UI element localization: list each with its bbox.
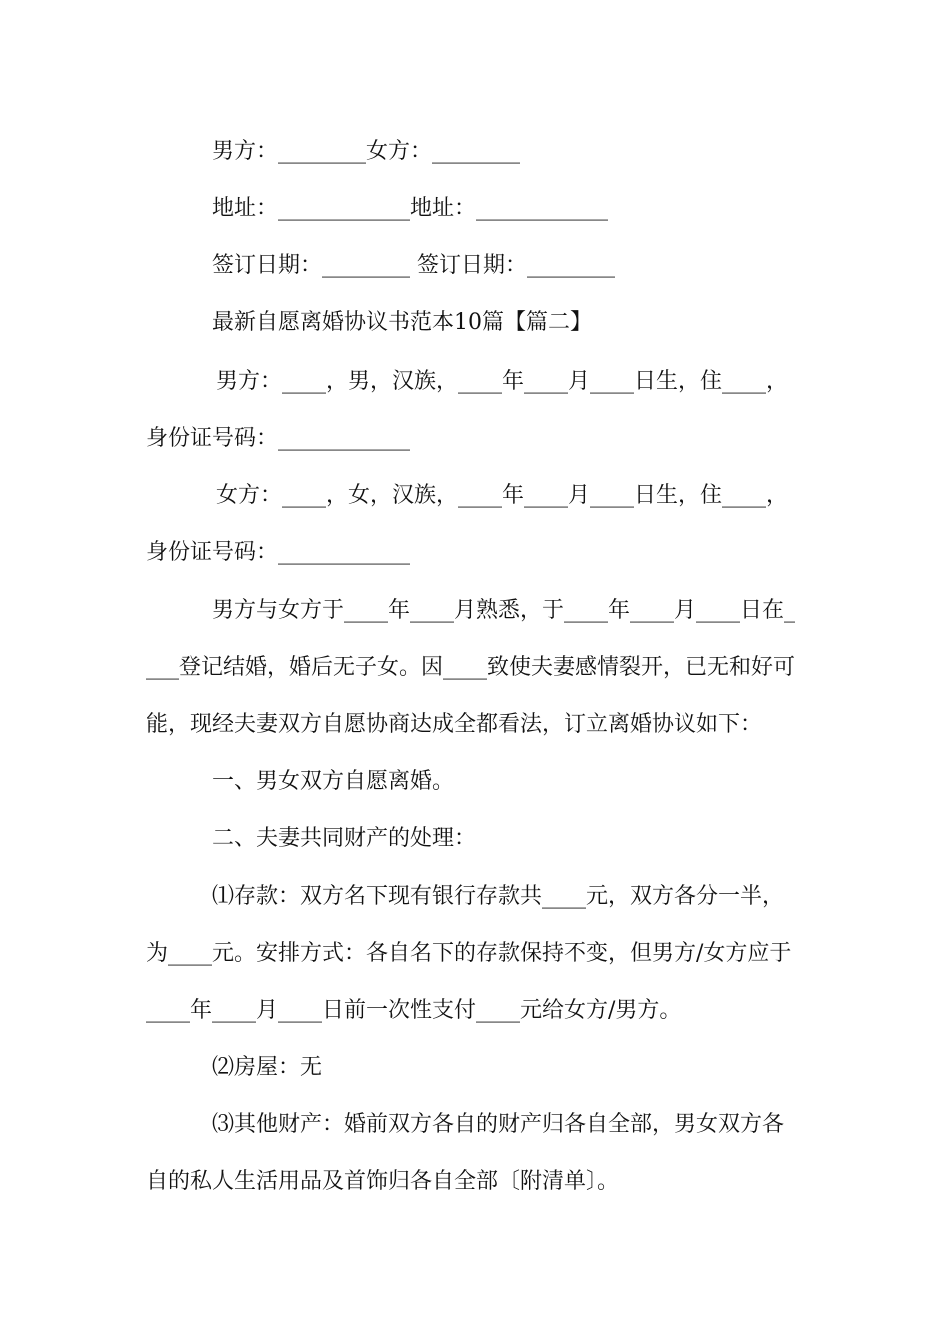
clause-other-property-line: ⑶其他财产：婚前双方各自的财产归各自全部，男女双方各 [212, 1112, 785, 1137]
female-party-line: 女方：____，女，汉族，____年____月____日生，住____， [216, 483, 789, 508]
paragraph-line: 男方与女方于____年____月熟悉，于____年____月____日在_ [212, 598, 796, 623]
section-heading: 最新自愿离婚协议书范本10篇【篇二】 [212, 310, 592, 335]
clause-2: 二、夫妻共同财产的处理： [212, 826, 477, 851]
clause-deposit-line: 为____元。安排方式：各自名下的存款保持不变，但男方/女方应于 [146, 941, 792, 966]
paragraph-line: ___登记结婚，婚后无子女。因____致使夫妻感情裂开，已无和好可 [146, 655, 796, 680]
clause-deposit-line: ⑴存款：双方名下现有银行存款共____元，双方各分一半， [212, 884, 785, 909]
signature-names-line: 男方：________女方：________ [212, 139, 521, 164]
paragraph-line: 能，现经夫妻双方自愿协商达成全都看法，订立离婚协议如下： [146, 712, 763, 737]
female-id-line: 身份证号码：____________ [146, 540, 411, 565]
clause-house-line: ⑵房屋：无 [212, 1055, 323, 1080]
male-id-line: 身份证号码：____________ [146, 426, 411, 451]
clause-other-property-line: 自的私人生活用品及首饰归各自全部〔附清单〕。 [146, 1169, 620, 1194]
male-party-line: 男方：____，男，汉族，____年____月____日生，住____， [216, 369, 789, 394]
signature-date-line: 签订日期：________ 签订日期：________ [212, 253, 615, 278]
clause-1: 一、男女双方自愿离婚。 [212, 769, 455, 794]
clause-deposit-line: ____年____月____日前一次性支付____元给女方/男方。 [146, 998, 682, 1023]
signature-address-line: 地址：____________地址：____________ [212, 196, 609, 221]
